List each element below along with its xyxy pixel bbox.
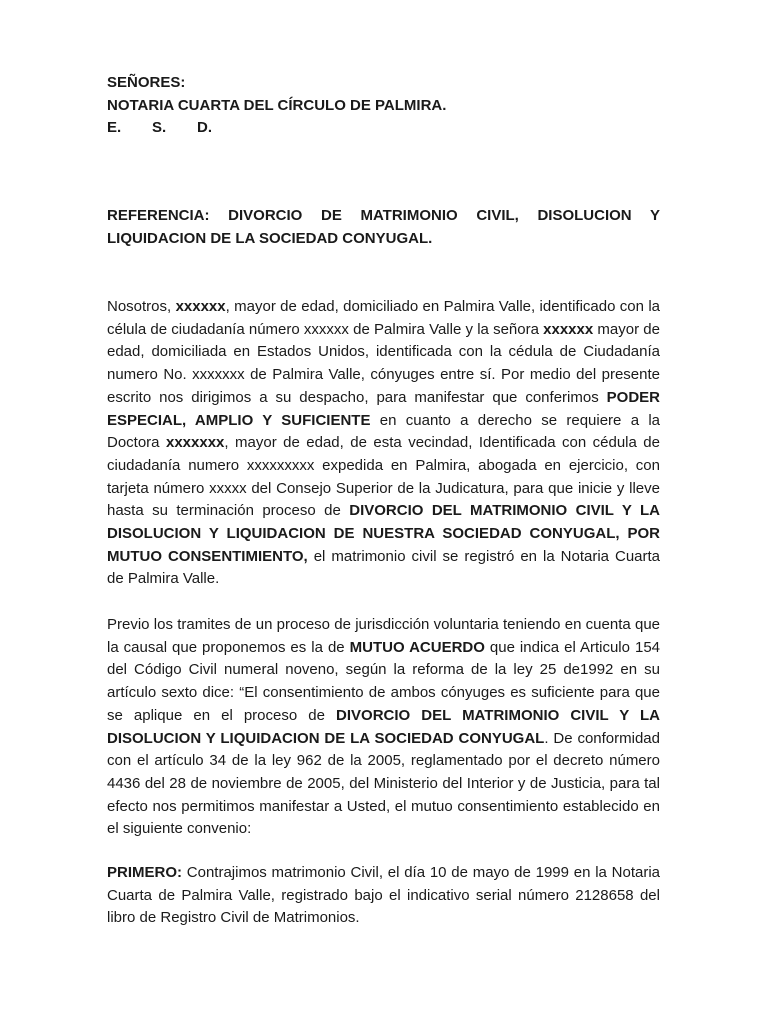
reference-block: [107, 205, 660, 250]
paragraph-2: [107, 614, 660, 841]
p1-bold-5: DIVORCIO DEL MATRIMONIO CIVIL Y LA DISOLUCION Y LIQUIDACION DE NUESTRA SOCIEDAD CONYUGAL, POR MUTUO CONSENTIMIENTO,: [107, 502, 660, 565]
paragraph-primero: [107, 862, 660, 930]
p2-bold-1: MUTUO ACUERDO: [349, 638, 485, 656]
esd-line: [107, 117, 660, 140]
paragraph-1: [107, 296, 660, 591]
esd-d: D.: [197, 119, 212, 137]
p1-bold-1: xxxxxx: [175, 298, 226, 315]
primero-label: PRIMERO:: [107, 864, 182, 881]
p2-bold-2: DIVORCIO DEL MATRIMONIO CIVIL Y LA DISOLUCION Y LIQUIDACION DE LA SOCIEDAD CONYUGAL: [107, 706, 660, 747]
reference-text: DIVORCIO DE MATRIMONIO CIVIL, DISOLUCION Y LIQUIDACION DE LA SOCIEDAD CONYUGAL.: [107, 207, 660, 247]
esd-e: E.: [107, 119, 122, 137]
p2-text-2: que indica el Articulo 154 del Código Civil numeral noveno, según la reforma de la ley 25 de1992 en su artículo sexto dice: “El consentimiento de ambos cónyuges es suficiente para que se aplique en el proceso de: [107, 638, 661, 724]
p1-text-1: Nosotros,: [107, 298, 176, 315]
addressee-salutation: SEÑORES:: [107, 74, 186, 91]
p1-text-3: mayor de edad, domiciliada en Estados Unidos, identificada con la cédula de Ciudadanía numero No. xxxxxxx de Palmira Valle, cónyuges entre sí. Por medio del presente escrito nos dirigimos a su despacho, para manifestar que conferimos: [107, 320, 660, 406]
p2-text-3: . De conformidad con el artículo 34 de la ley 962 de la 2005, reglamentado por el decreto número 4436 del 28 de noviembre de 2005, del Ministerio del Interior y de Justicia, para tal efecto nos permitimos manifestar a Usted, el mutuo consentimiento establecido en el siguiente convenio:: [107, 729, 660, 838]
p1-bold-4: xxxxxxx: [165, 434, 225, 452]
primero-text: Contrajimos matrimonio Civil, el día 10 de mayo de 1999 en la Notaria Cuarta de Palmira Valle, registrado bajo el indicativo serial número 2128658 del libro de Registro Civil de Matrimonios.: [107, 864, 660, 927]
p1-text-2: , mayor de edad, domiciliado en Palmira Valle, identificado con la célula de ciudadanía número xxxxxx de Palmira Valle y la señora: [107, 298, 661, 338]
reference-label: REFERENCIA:: [107, 207, 210, 224]
addressee-block: [107, 72, 660, 140]
p1-text-5: , mayor de edad, de esta vecindad, Identificada con cédula de ciudadanía numero xxxxxxxxx expedida en Palmira, abogada en ejercicio, con tarjeta número xxxxx del Consejo Superior de la Judicatura, para que inicie y lleve hasta su terminación proceso de: [107, 434, 660, 520]
p1-bold-3: PODER ESPECIAL, AMPLIO Y SUFICIENTE: [107, 388, 660, 429]
esd-s: S.: [152, 119, 167, 137]
p2-text-1: Previo los tramites de un proceso de jurisdicción voluntaria teniendo en cuenta que la causal que proponemos es la de: [107, 616, 660, 656]
addressee-notary: NOTARIA CUARTA DEL CÍRCULO DE PALMIRA.: [107, 96, 447, 114]
p1-text-6: el matrimonio civil se registró en la Notaria Cuarta de Palmira Valle.: [107, 547, 661, 588]
p1-text-4: en cuanto a derecho se requiere a la Doctora: [107, 411, 660, 452]
p1-bold-2: xxxxxx: [543, 320, 594, 338]
